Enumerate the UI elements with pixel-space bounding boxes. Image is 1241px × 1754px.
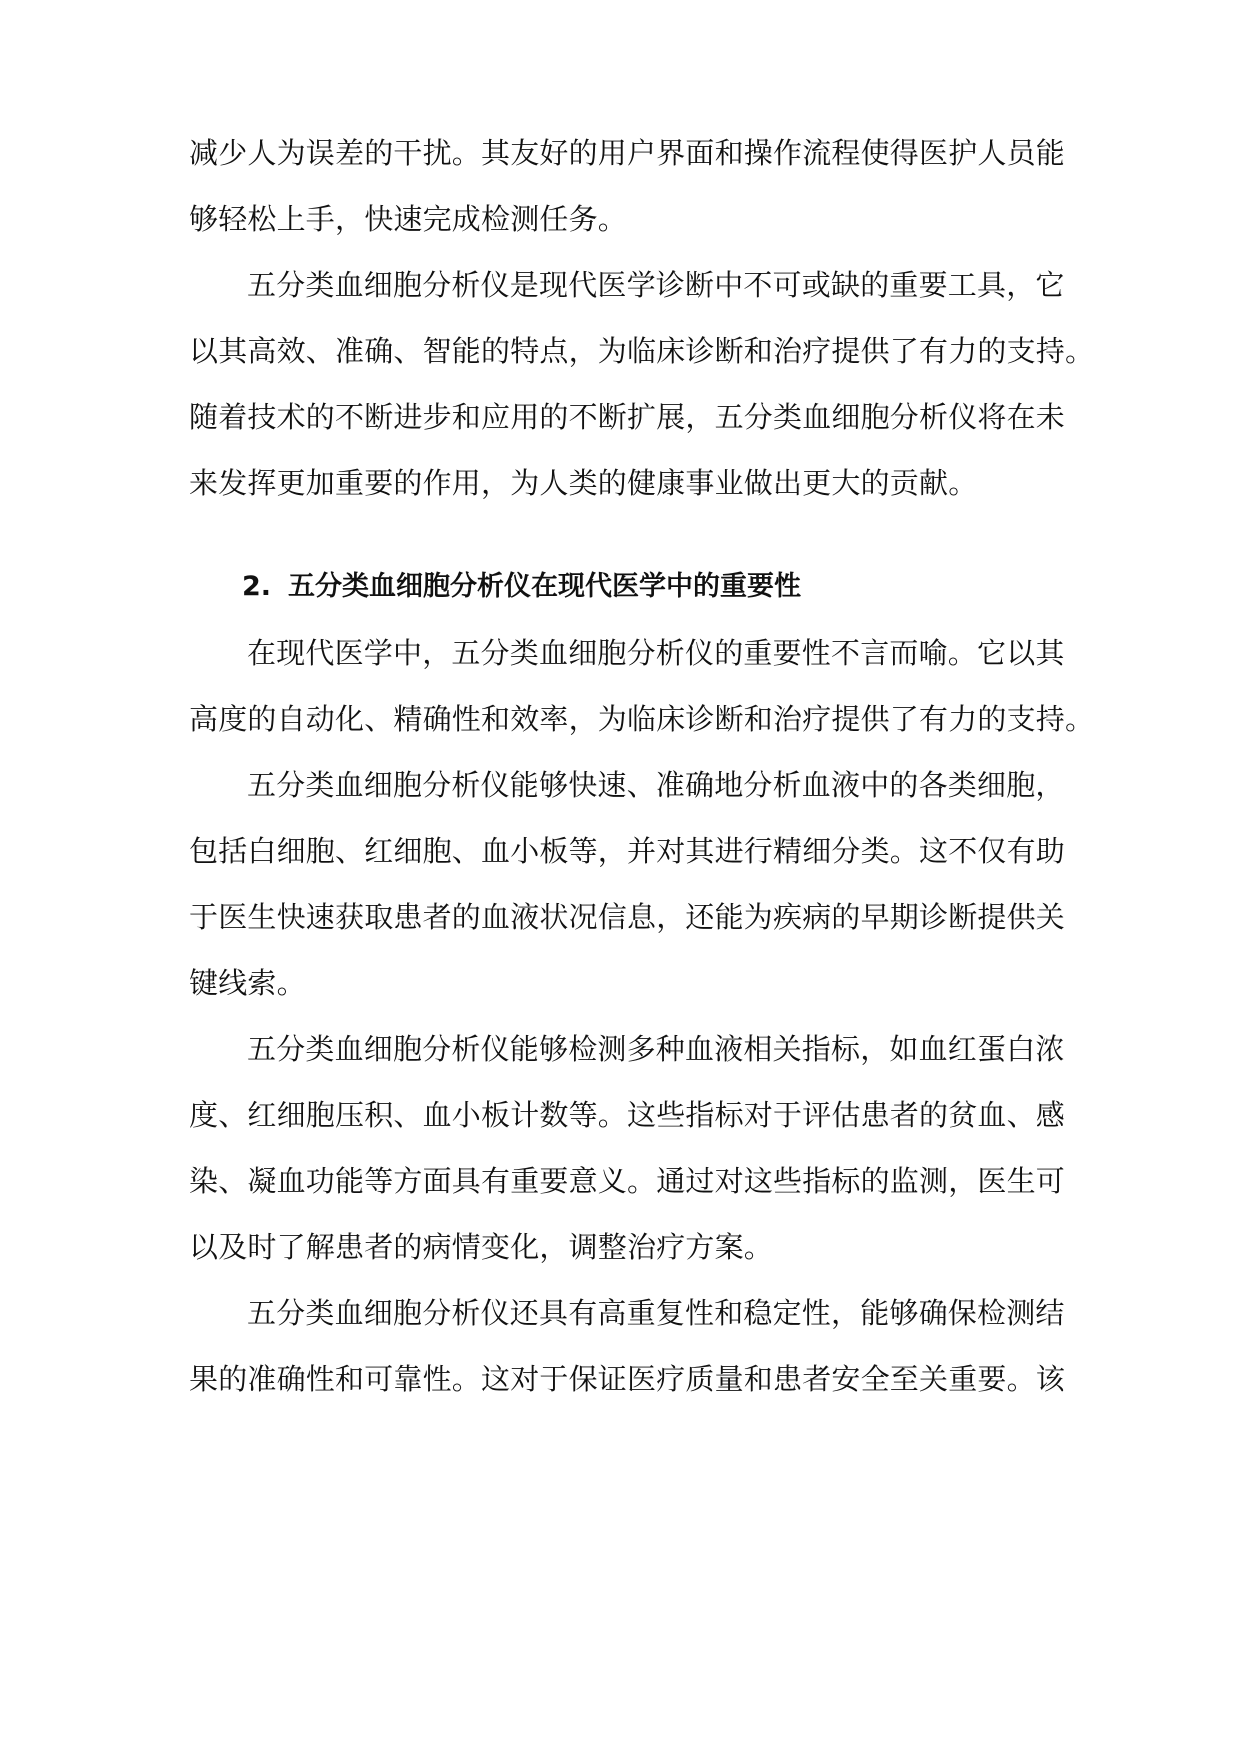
section-number: 2. <box>242 571 272 602</box>
paragraph-line: 减少人为误差的干扰。其友好的用户界面和操作流程使得医护人员能 <box>189 136 1066 170</box>
paragraph-line: 染、凝血功能等方面具有重要意义。通过对这些指标的监测，医生可 <box>189 1164 1066 1198</box>
paragraph-line: 度、红细胞压积、血小板计数等。这些指标对于评估患者的贫血、感 <box>189 1098 1066 1132</box>
section-heading <box>242 567 1049 607</box>
paragraph-line: 果的准确性和可靠性。这对于保证医疗质量和患者安全至关重要。该 <box>189 1362 1066 1396</box>
paragraph-line: 包括白细胞、红细胞、血小板等，并对其进行精细分类。这不仅有助 <box>189 834 1066 868</box>
paragraph-line: 五分类血细胞分析仪还具有高重复性和稳定性，能够确保检测结 <box>247 1296 1065 1330</box>
paragraph-line: 以其高效、准确、智能的特点，为临床诊断和治疗提供了有力的支持。 <box>189 334 1095 368</box>
paragraph-line: 键线索。 <box>189 966 306 1000</box>
paragraph-line: 五分类血细胞分析仪是现代医学诊断中不可或缺的重要工具，它 <box>247 268 1065 302</box>
paragraph-line: 够轻松上手，快速完成检测任务。 <box>189 202 628 236</box>
section-title: 五分类血细胞分析仪在现代医学中的重要性 <box>288 571 801 602</box>
paragraph-line: 于医生快速获取患者的血液状况信息，还能为疾病的早期诊断提供关 <box>189 900 1066 934</box>
paragraph-line: 五分类血细胞分析仪能够检测多种血液相关指标，如血红蛋白浓 <box>247 1032 1065 1066</box>
paragraph-line: 高度的自动化、精确性和效率，为临床诊断和治疗提供了有力的支持。 <box>189 702 1095 736</box>
paragraph-line: 随着技术的不断进步和应用的不断扩展，五分类血细胞分析仪将在未 <box>189 400 1066 434</box>
paragraph-line: 来发挥更加重要的作用，为人类的健康事业做出更大的贡献。 <box>189 466 978 500</box>
paragraph-line: 五分类血细胞分析仪能够快速、准确地分析血液中的各类细胞， <box>247 768 1065 802</box>
paragraph-line: 以及时了解患者的病情变化，调整治疗方案。 <box>189 1230 774 1264</box>
paragraph-line: 在现代医学中，五分类血细胞分析仪的重要性不言而喻。它以其 <box>247 636 1065 670</box>
